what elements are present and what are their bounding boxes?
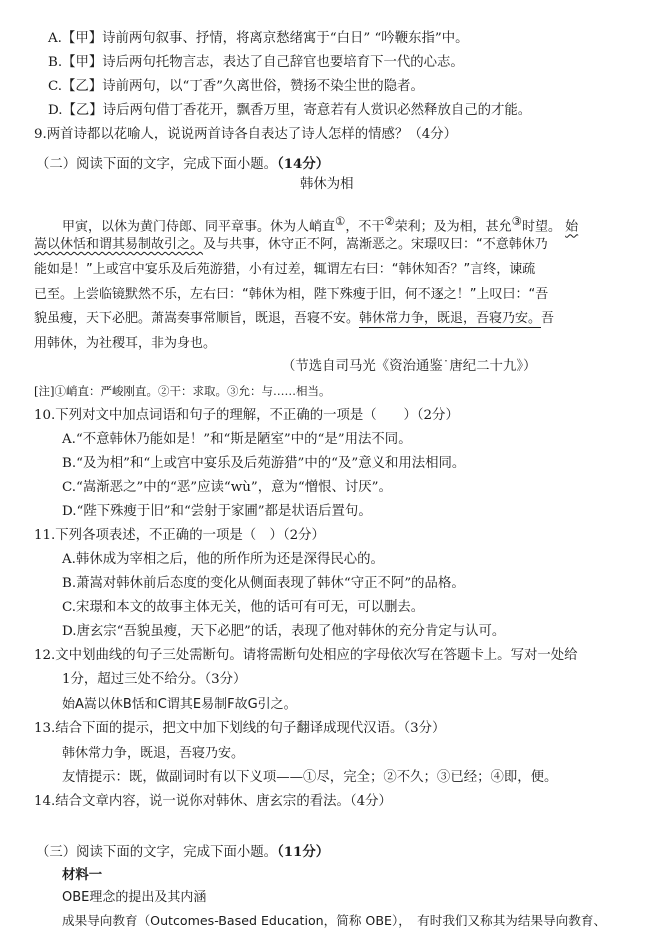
q11-option-b: B.萧嵩对韩休前后态度的变化从侧面表现了韩休“守正不阿”的品格。 [62, 576, 465, 591]
q10-option-a: A.“不意韩休乃能如是！”和“斯是陋室”中的“是”用法不同。 [62, 432, 412, 447]
section3-heading: （三）阅读下面的文字，完成下面小题。（11分） [36, 844, 330, 860]
q8-option-d: D.【乙】诗后两句借丁香花开，飘香万里，寄意若有人赏识必然释放自己的才能。 [48, 103, 532, 118]
q10-option-b: B.“及为相”和“上或宫中宴乐及后苑游猎”中的“及”意义和用法相同。 [62, 456, 466, 471]
passage-line-6: 用韩休，为社稷耳，非为身也。 [34, 336, 217, 351]
q12-sentence: 始A嵩以休B恬和C谓其E易制F故G引之。 [62, 697, 297, 712]
passage-line-1: 甲寅，以休为黄门侍郎、同平章事。休为人峭直①，不干②荣利；及为相，甚允③时望。 始 [62, 214, 579, 235]
q8-option-a: A.【甲】诗前两句叙事、抒情，将离京愁绪寓于“白日” “吟鞭东指”中。 [48, 31, 469, 46]
passage-notes: [注]①峭直：严峻刚直。②干：求取。③允：与……相当。 [34, 384, 331, 398]
passage-title: 韩休为相 [300, 177, 354, 192]
q11-option-a: A.韩休成为宰相之后，他的所作所为还是深得民心的。 [62, 552, 384, 567]
q13-sentence: 韩休常力争，既退，吾寝乃安。 [62, 746, 245, 761]
passage-line-5: 貌虽瘦，天下必肥。萧嵩奏事常顺旨，既退，吾寝不安。韩休常力争，既退，吾寝乃安。吾 [34, 311, 555, 326]
q8-option-b: B.【甲】诗后两句托物言志，表达了自己辞官也要培育下一代的心志。 [48, 55, 464, 70]
section2-heading: （二）阅读下面的文字，完成下面小题。（14分） [36, 156, 330, 172]
wavy-underlined-sentence: 嵩以休恬和谓其易制故引之。 [34, 237, 204, 252]
passage-source: （节选自司马光《资治通鉴˙唐纪二十九》） [282, 359, 537, 374]
q11-stem: 11.下列各项表述，不正确的一项是（ ）（2分） [34, 528, 325, 543]
q12-stem-line-2: 1分，超过三处不给分。（3分） [62, 672, 247, 687]
underlined-sentence: 韩休常力争，既退，吾寝乃安。 [359, 311, 542, 326]
q10-option-d: D.“陛下殊瘦于旧”和“尝射于家圃”都是状语后置句。 [62, 504, 372, 519]
material-label: 材料一 [62, 867, 103, 883]
q13-stem: 13.结合下面的提示，把文中加下划线的句子翻译成现代汉语。（3分） [34, 721, 446, 736]
q14-stem: 14.结合文章内容，说一说你对韩休、唐玄宗的看法。（4分） [34, 794, 392, 809]
q10-stem: 10.下列对文中加点词语和句子的理解，不正确的一项是（ ）（2分） [34, 408, 459, 423]
q11-option-c: C.宋璟和本文的故事主体无关，他的话可有可无，可以删去。 [62, 600, 425, 615]
material-paragraph-line-1: 成果导向教育（Outcomes-Based Education，简称 OBE）， 有时我们又称其为结果导向教育、 [62, 913, 607, 928]
q12-stem-line-1: 12.文中划曲线的句子三处需断句。请将需断句处相应的字母依次写在答题卡上。写对一处给 [34, 648, 578, 663]
q11-option-d: D.唐玄宗“吾貌虽瘦，天下必肥”的话，表现了他对韩休的充分肯定与认可。 [62, 624, 506, 639]
q9-stem: 9.两首诗都以花喻人，说说两首诗各自表达了诗人怎样的情感？（4分） [34, 127, 458, 142]
material-subtitle: OBE理念的提出及其内涵 [62, 890, 207, 905]
passage-line-4: 已至。上尝临镜默然不乐，左右曰：“韩休为相，陛下殊瘦于旧，何不逐之！”上叹曰：“吾 [34, 287, 549, 302]
q10-option-c: C.“嵩渐恶之”中的“恶”应读“wù”，意为“憎恨、讨厌”。 [62, 480, 392, 495]
passage-line-3: 能如是！”上或宫中宴乐及后苑游猎，小有过差，辄谓左右曰：“韩休知否？”言终，谏疏 [34, 262, 536, 277]
passage-line-2: 嵩以休恬和谓其易制故引之。及与共事，休守正不阿，嵩渐恶之。宋璟叹曰：“不意韩休乃 [34, 237, 548, 252]
q13-hint: 友情提示：既，做副词时有以下义项——①尽，完全；②不久；③已经；④即，便。 [62, 770, 558, 785]
q8-option-c: C.【乙】诗前两句，以“丁香”久离世俗，赞扬不染尘世的隐者。 [48, 79, 424, 94]
